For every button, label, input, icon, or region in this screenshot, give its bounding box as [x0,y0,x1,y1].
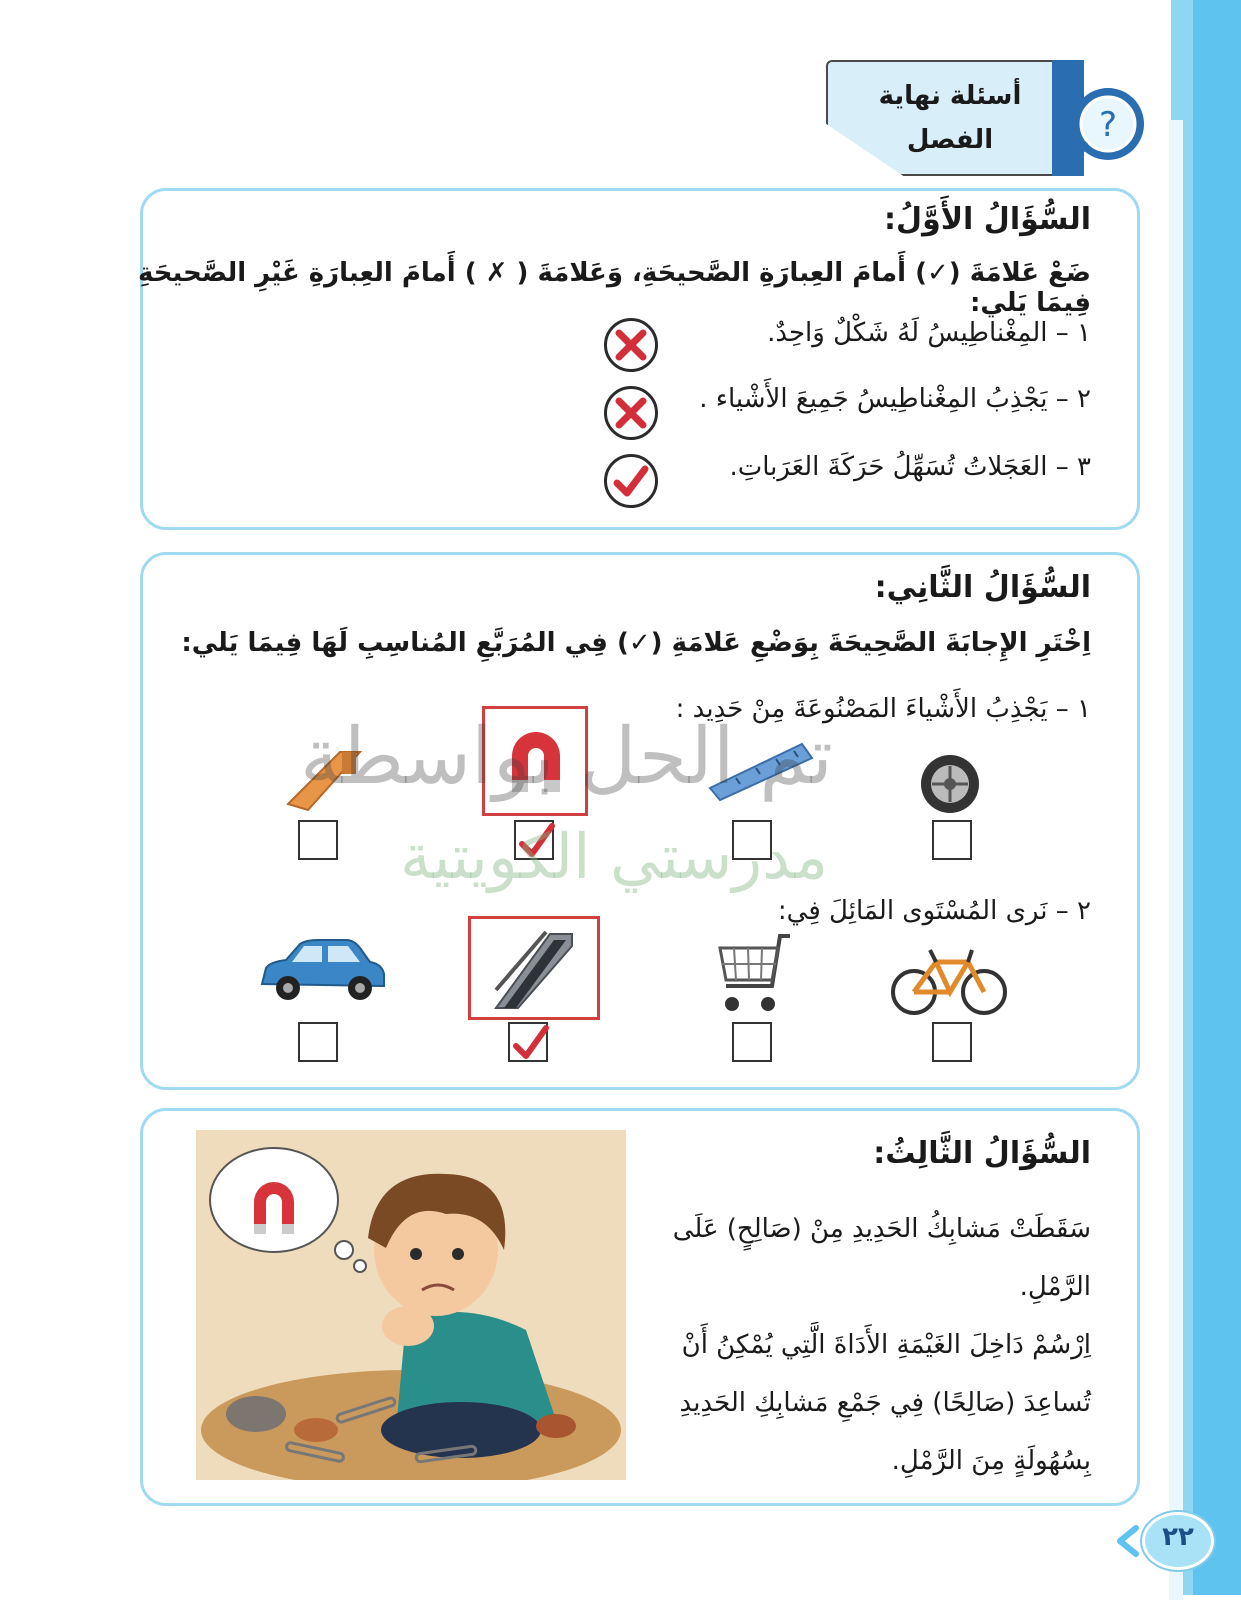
page-edge-highlight [1169,120,1183,1600]
q3-line-2: الرَّمْلِ. [1019,1272,1091,1302]
check-icon [510,1024,550,1064]
q2-item-2-option-bicycle-checkbox[interactable] [932,1022,972,1062]
watermark-line-1: تم الحل بواسطة [300,712,833,802]
chapter-questions-title [870,74,1030,162]
page-number: ٢٢ [1162,1522,1194,1552]
cross-icon [607,321,655,369]
watermark-line-2: مدرستي الكويتية [400,820,829,893]
q1-answer-2-mark [604,386,658,440]
q2-item-2-text: ٢ – نَرى المُسْتَوى المَائِلَ فِي: [777,896,1091,926]
svg-text:?: ? [1098,105,1118,145]
q2-item-1-text: ١ – يَجْذِبُ الأَشْياءَ المَصْنُوعَةَ مِنْ حَدِيد : [675,694,1091,724]
boy-thinking-illustration [196,1130,626,1480]
question-1-title: السُّؤَالُ الأَوَّلُ: [884,202,1091,237]
q1-statement-2: ٢ – يَجْذِبُ المِغْناطِيسُ جَمِيعَ الأَشْياء . [699,384,1091,414]
q3-line-3: اِرْسُمْ دَاخِلَ الغَيْمَةِ الأَدَاةَ الَّتِي يُمْكِنُ أَنْ [681,1330,1091,1360]
q3-line-4: تُساعِدَ (صَالِحًا) فِي جَمْعِ مَشابِكِ الحَدِيدِ [679,1388,1091,1418]
q2-item-1-option-ramp-checkbox[interactable] [298,820,338,860]
page-arrow-icon [1112,1524,1142,1558]
q1-statement-3: ٣ – العَجَلاتُ تُسَهِّلُ حَرَكَةَ العَرَباتِ. [729,452,1091,482]
question-2-instruction: اِخْتَرِ الإِجابَةَ الصَّحِيحَةَ بِوَضْعِ عَلامَةِ (✓) فِي المُرَبَّعِ المُناسِبِ لَهَا فِيمَا يَلي: [181,628,1091,658]
magnifier-question-icon [1046,84,1166,174]
wheel-icon [918,752,982,816]
title-line-2: الفصل [906,125,994,155]
question-3-text [631,1200,1091,1490]
q2-item-2-option-cart-checkbox[interactable] [732,1022,772,1062]
bicycle-icon [890,940,1008,1018]
cart-icon [714,932,794,1018]
q1-answer-1-mark [604,318,658,372]
q2-item-1-option-wheel-checkbox[interactable] [932,820,972,860]
q2-item-2-option-escalator-checkbox[interactable] [508,1022,548,1062]
q1-answer-3-mark [604,454,658,508]
q3-line-5: بِسُهُولَةٍ مِنَ الرَّمْلِ. [891,1446,1091,1476]
cross-icon [607,389,655,437]
question-1-instruction: ضَعْ عَلامَةَ (✓) أَمامَ العِبارَةِ الصَّحيحَةِ، وَعَلامَةَ ( ✗ ) أَمامَ العِبارَةِ غَيْرِ الصَّحيحَةِ فِيمَا يَلي: [137,258,1091,318]
q1-statement-1: ١ – المِغْناطِيسُ لَهُ شَكْلٌ وَاحِدٌ. [767,318,1091,348]
question-2-title: السُّؤَالُ الثَّانِي: [874,570,1091,605]
title-line-1: أسئلة نهاية [878,81,1022,111]
question-3-title: السُّؤَالُ الثَّالِثُ: [873,1136,1091,1171]
check-icon [607,457,655,505]
q3-line-1: سَقَطَتْ مَشابِكُ الحَدِيدِ مِنْ (صَالِحٍ) عَلَى [672,1214,1091,1244]
escalator-icon [490,928,578,1012]
q2-item-2-option-car-checkbox[interactable] [298,1022,338,1062]
car-icon [256,934,388,1006]
